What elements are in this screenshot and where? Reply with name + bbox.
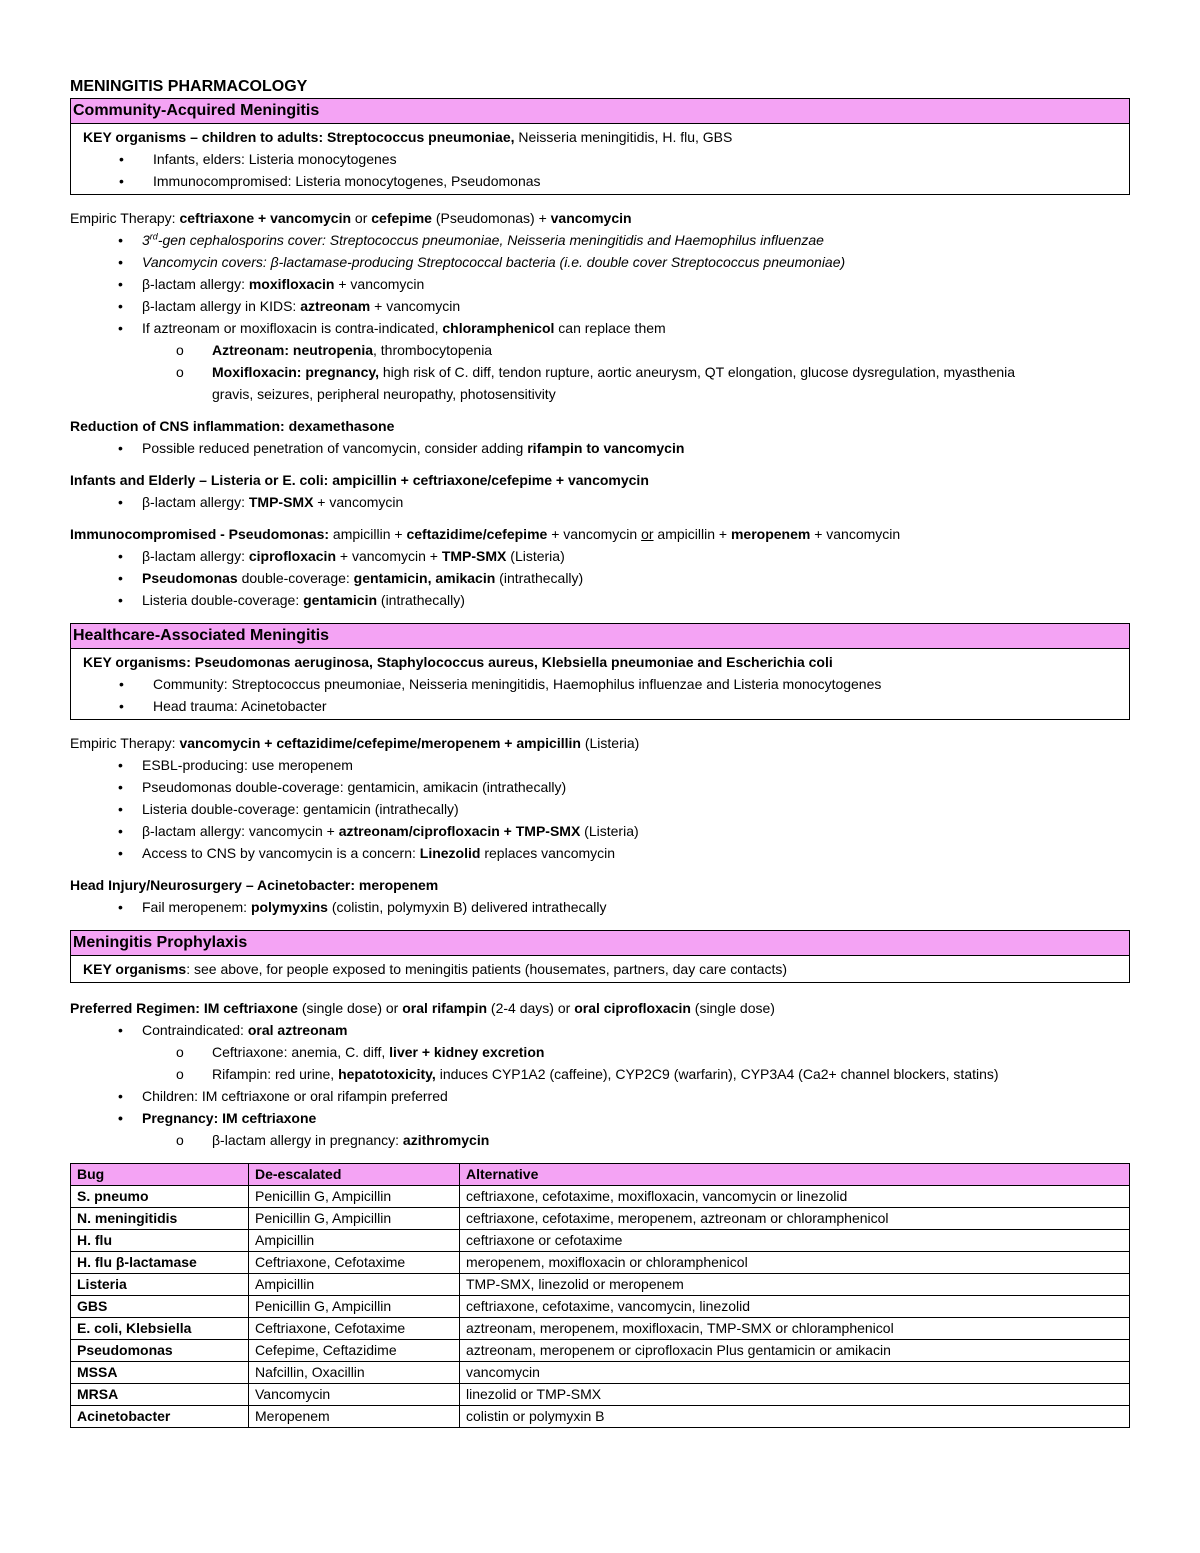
list-item: • Pseudomonas double-coverage: gentamicin, amikacin (intrathecally) (70, 567, 1130, 589)
list-item: • ESBL-producing: use meropenem (70, 754, 1130, 776)
cell-de-escalated: Penicillin G, Ampicillin (249, 1186, 460, 1208)
list-item: • 3rd-gen cephalosporins cover: Streptococcus pneumoniae, Neisseria meningitidis and Haemophilus influenzae (70, 229, 1130, 251)
page-title: MENINGITIS PHARMACOLOGY (70, 78, 308, 95)
list-item: • Possible reduced penetration of vancomycin, consider adding rifampin to vancomycin (70, 437, 1130, 459)
cell-alternative: ceftriaxone, cefotaxime, vancomycin, linezolid (460, 1296, 1130, 1318)
cell-bug: N. meningitidis (71, 1208, 249, 1230)
column-header-alternative: Alternative (460, 1164, 1130, 1186)
immunocompromised-heading: Immunocompromised - Pseudomonas: ampicillin + ceftazidime/cefepime + vancomycin or ampicillin + meropenem + vancomycin (70, 526, 901, 542)
sub-list-item: o β-lactam allergy in pregnancy: azithromycin (70, 1129, 1130, 1151)
list-item: • Pregnancy: IM ceftriaxone o β-lactam allergy in pregnancy: azithromycin (70, 1107, 1130, 1151)
list-item: • Listeria double-coverage: gentamicin (intrathecally) (70, 589, 1130, 611)
table-row (71, 1296, 1130, 1318)
cell-bug: Acinetobacter (71, 1406, 249, 1428)
cell-alternative: ceftriaxone, cefotaxime, meropenem, aztreonam or chloramphenicol (460, 1208, 1130, 1230)
head-injury-heading: Head Injury/Neurosurgery – Acinetobacter: meropenem (70, 877, 439, 893)
table-row (71, 1274, 1130, 1296)
list-item: • β-lactam allergy: ciprofloxacin + vancomycin + TMP-SMX (Listeria) (70, 545, 1130, 567)
cell-bug: E. coli, Klebsiella (71, 1318, 249, 1340)
list-item: • If aztreonam or moxifloxacin is contra-indicated, chloramphenicol can replace them o Aztreonam: neutropenia, thrombocytopenia o Moxifloxacin: pregnancy, high risk of C. diff, tendon rupture, aortic aneurysm, QT elongation, glucose dysregulation, myasthenia gravis, seizures, peripheral neuropathy, photosensitivity (70, 317, 1130, 405)
cell-alternative: linezolid or TMP-SMX (460, 1384, 1130, 1406)
cell-alternative: meropenem, moxifloxacin or chloramphenicol (460, 1252, 1130, 1274)
cell-bug: H. flu β-lactamase (71, 1252, 249, 1274)
table-row (71, 1252, 1130, 1274)
table-row (71, 1230, 1130, 1252)
sub-list-item: o Rifampin: red urine, hepatotoxicity, induces CYP1A2 (caffeine), CYP2C9 (warfarin), CYP3A4 (Ca2+ channel blockers, statins) (70, 1063, 1130, 1085)
list-item: • Head trauma: Acinetobacter (83, 695, 1119, 717)
key-organisms-line (83, 126, 1119, 148)
list-item: • Fail meropenem: polymyxins (colistin, polymyxin B) delivered intrathecally (70, 896, 1130, 918)
cell-de-escalated: Meropenem (249, 1406, 460, 1428)
preferred-regimen-heading: Preferred Regimen: IM ceftriaxone (single dose) or oral rifampin (2-4 days) or oral ciprofloxacin (single dose) (70, 1000, 775, 1016)
cell-de-escalated: Vancomycin (249, 1384, 460, 1406)
cell-alternative: aztreonam, meropenem or ciprofloxacin Plus gentamicin or amikacin (460, 1340, 1130, 1362)
key-organisms-box (70, 124, 1130, 195)
cell-alternative: colistin or polymyxin B (460, 1406, 1130, 1428)
list-item: • Immunocompromised: Listeria monocytogenes, Pseudomonas (83, 170, 1119, 192)
key-organisms-line: KEY organisms: Pseudomonas aeruginosa, Staphylococcus aureus, Klebsiella pneumoniae and Escherichia coli (83, 654, 833, 670)
list-item: • β-lactam allergy in KIDS: aztreonam + vancomycin (70, 295, 1130, 317)
cell-de-escalated: Ceftriaxone, Cefotaxime (249, 1318, 460, 1340)
key-organisms-box (70, 956, 1130, 983)
cell-de-escalated: Cefepime, Ceftazidime (249, 1340, 460, 1362)
cell-de-escalated: Nafcillin, Oxacillin (249, 1362, 460, 1384)
cell-bug: S. pneumo (71, 1186, 249, 1208)
sub-list-item: o Ceftriaxone: anemia, C. diff, liver + kidney excretion (70, 1041, 1130, 1063)
list-item: • Pseudomonas double-coverage: gentamicin, amikacin (intrathecally) (70, 776, 1130, 798)
cell-alternative: TMP-SMX, linezolid or meropenem (460, 1274, 1130, 1296)
key-organisms-bold: KEY organisms – children to adults: Streptococcus pneumoniae, (83, 129, 515, 145)
key-organisms-line: KEY organisms: see above, for people exposed to meningitis patients (housemates, partners, day care contacts) (83, 961, 788, 977)
sub-list-item: o Aztreonam: neutropenia, thrombocytopenia (70, 339, 1130, 361)
list-item: • Contraindicated: oral aztreonam o Ceftriaxone: anemia, C. diff, liver + kidney excretion o Rifampin: red urine, hepatotoxicity, induces CYP1A2 (caffeine), CYP2C9 (warfarin), CYP3A4 (Ca2+ channel blockers, statins) (70, 1019, 1130, 1085)
list-item: • Community: Streptococcus pneumoniae, Neisseria meningitidis, Haemophilus influenzae and Listeria monocytogenes (83, 673, 1119, 695)
cns-heading: Reduction of CNS inflammation: dexamethasone (70, 418, 395, 434)
document-page (70, 76, 1130, 1428)
table-row (71, 1362, 1130, 1384)
table-row (71, 1340, 1130, 1362)
column-header-de-escalated: De-escalated (249, 1164, 460, 1186)
empiric-therapy-heading: Empiric Therapy: ceftriaxone + vancomycin or cefepime (Pseudomonas) + vancomycin (70, 210, 632, 226)
table-row (71, 1318, 1130, 1340)
cell-bug: MRSA (71, 1384, 249, 1406)
list-item: • Access to CNS by vancomycin is a concern: Linezolid replaces vancomycin (70, 842, 1130, 864)
cell-de-escalated: Ampicillin (249, 1274, 460, 1296)
cell-de-escalated: Penicillin G, Ampicillin (249, 1208, 460, 1230)
table-row (71, 1208, 1130, 1230)
bug-drug-table (70, 1163, 1130, 1428)
cell-alternative: aztreonam, meropenem, moxifloxacin, TMP-SMX or chloramphenicol (460, 1318, 1130, 1340)
cell-bug: H. flu (71, 1230, 249, 1252)
cell-alternative: vancomycin (460, 1362, 1130, 1384)
section-header-prophylaxis: Meningitis Prophylaxis (70, 930, 1130, 956)
key-organisms-rest: Neisseria meningitidis, H. flu, GBS (514, 129, 733, 145)
list-item: • β-lactam allergy: vancomycin + aztreonam/ciprofloxacin + TMP-SMX (Listeria) (70, 820, 1130, 842)
section-header-community: Community-Acquired Meningitis (70, 98, 1130, 124)
list-item: • Children: IM ceftriaxone or oral rifampin preferred (70, 1085, 1130, 1107)
cell-alternative: ceftriaxone or cefotaxime (460, 1230, 1130, 1252)
table-header-row (71, 1164, 1130, 1186)
table-row (71, 1406, 1130, 1428)
cell-de-escalated: Ceftriaxone, Cefotaxime (249, 1252, 460, 1274)
cell-bug: Listeria (71, 1274, 249, 1296)
cell-de-escalated: Ampicillin (249, 1230, 460, 1252)
empiric-therapy-heading: Empiric Therapy: vancomycin + ceftazidime/cefepime/meropenem + ampicillin (Listeria) (70, 735, 640, 751)
list-item: • β-lactam allergy: TMP-SMX + vancomycin (70, 491, 1130, 513)
table-row (71, 1186, 1130, 1208)
infants-heading: Infants and Elderly – Listeria or E. coli: ampicillin + ceftriaxone/cefepime + vancomycin (70, 472, 649, 488)
list-item: • Listeria double-coverage: gentamicin (intrathecally) (70, 798, 1130, 820)
list-item: • β-lactam allergy: moxifloxacin + vancomycin (70, 273, 1130, 295)
cell-alternative: ceftriaxone, cefotaxime, moxifloxacin, vancomycin or linezolid (460, 1186, 1130, 1208)
column-header-bug: Bug (71, 1164, 249, 1186)
section-header-healthcare: Healthcare-Associated Meningitis (70, 623, 1130, 649)
key-organisms-box (70, 649, 1130, 720)
cell-de-escalated: Penicillin G, Ampicillin (249, 1296, 460, 1318)
list-item: • Vancomycin covers: β-lactamase-producing Streptococcal bacteria (i.e. double cover Streptococcus pneumoniae) (70, 251, 1130, 273)
sub-list-item: o Moxifloxacin: pregnancy, high risk of C. diff, tendon rupture, aortic aneurysm, QT elongation, glucose dysregulation, myasthenia gravis, seizures, peripheral neuropathy, photosensitivity (70, 361, 1130, 405)
table-row (71, 1384, 1130, 1406)
cell-bug: Pseudomonas (71, 1340, 249, 1362)
cell-bug: MSSA (71, 1362, 249, 1384)
cell-bug: GBS (71, 1296, 249, 1318)
list-item: • Infants, elders: Listeria monocytogenes (83, 148, 1119, 170)
